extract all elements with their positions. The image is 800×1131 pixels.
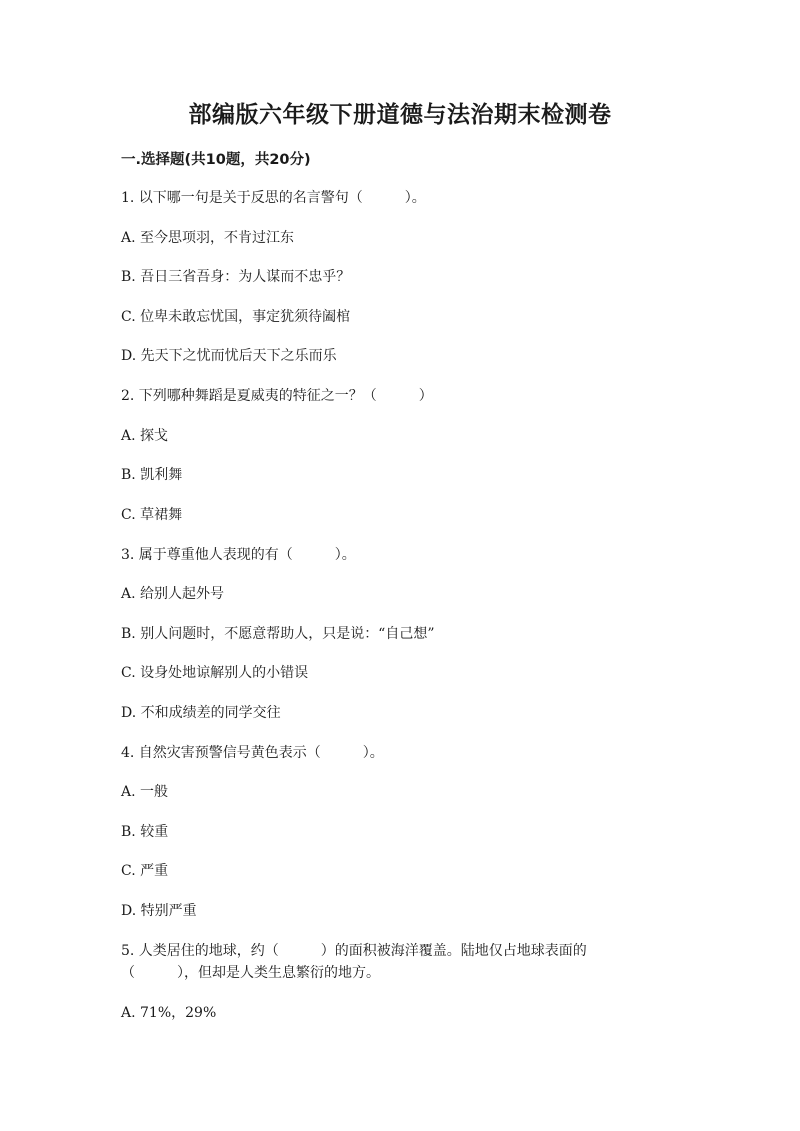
question-2-option-a: A. 探戈 — [121, 428, 169, 444]
question-2-stem: 2. 下列哪种舞蹈是夏威夷的特征之一？（ ） — [121, 388, 433, 404]
question-4-stem: 4. 自然灾害预警信号黄色表示（ ）。 — [121, 745, 384, 761]
exam-title: 部编版六年级下册道德与法治期末检测卷 — [188, 102, 612, 128]
question-3-option-c: C. 设身处地谅解别人的小错误 — [121, 665, 309, 681]
question-3-option-d: D. 不和成绩差的同学交往 — [121, 705, 281, 721]
question-2-option-b: B. 凯利舞 — [121, 467, 183, 483]
question-2-option-c: C. 草裙舞 — [121, 507, 183, 523]
question-1-option-c: C. 位卑未敢忘忧国，事定犹须待阖棺 — [121, 309, 351, 325]
question-1-option-a: A. 至今思项羽，不肯过江东 — [121, 230, 295, 246]
question-4-option-c: C. 严重 — [121, 863, 169, 879]
question-3-option-b: B. 别人问题时，不愿意帮助人，只是说：“自己想” — [121, 626, 435, 642]
question-4-option-d: D. 特别严重 — [121, 903, 197, 919]
question-4-option-b: B. 较重 — [121, 824, 169, 840]
question-4-option-a: A. 一般 — [121, 784, 169, 800]
section-heading: 一.选择题(共10题，共20分) — [121, 152, 311, 168]
question-5-option-a: A. 71%，29% — [121, 1005, 217, 1021]
question-3-stem: 3. 属于尊重他人表现的有（ ）。 — [121, 547, 356, 563]
question-5-stem: 5. 人类居住的地球，约（ ）的面积被海洋覆盖。陆地仅占地球表面的（ ），但却是人类生息繁衍的地方。 — [121, 943, 587, 981]
question-1-option-d: D. 先天下之忧而忧后天下之乐而乐 — [121, 348, 337, 364]
question-3-option-a: A. 给别人起外号 — [121, 586, 225, 602]
question-1-option-b: B. 吾日三省吾身：为人谋而不忠乎？ — [121, 269, 351, 285]
question-1-stem: 1. 以下哪一句是关于反思的名言警句（ ）。 — [121, 190, 426, 206]
